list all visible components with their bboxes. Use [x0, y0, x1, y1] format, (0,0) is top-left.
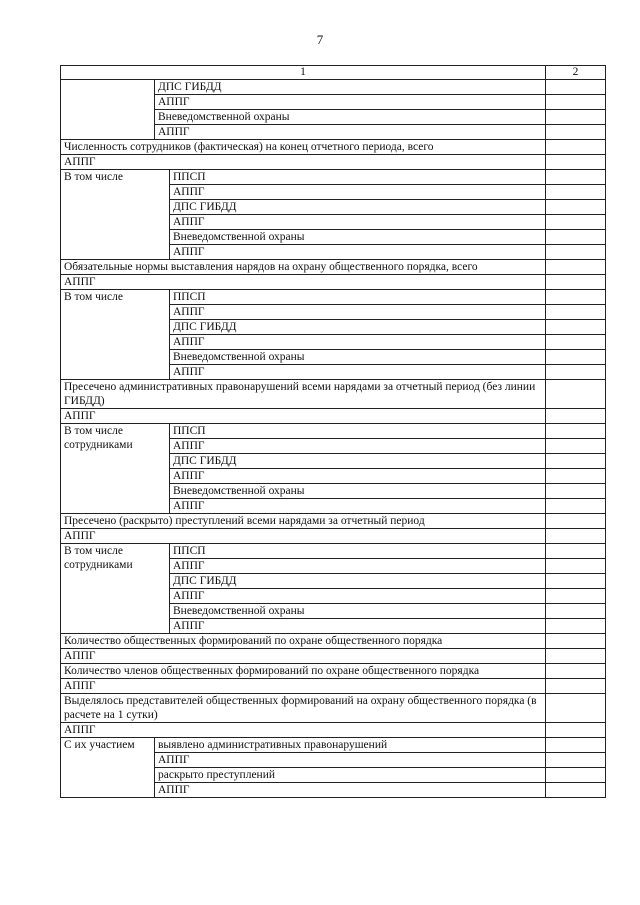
value-cell[interactable]	[546, 155, 606, 170]
row-label: Вневедомственной охраны	[170, 484, 546, 499]
group-label: В том числе сотрудниками	[61, 544, 170, 634]
header-col-1: 1	[61, 66, 546, 80]
row-label: ДПС ГИБДД	[155, 80, 546, 95]
value-cell[interactable]	[546, 365, 606, 380]
value-cell[interactable]	[546, 140, 606, 155]
value-cell[interactable]	[546, 469, 606, 484]
group-label: С их участием	[61, 738, 155, 798]
value-cell[interactable]	[546, 514, 606, 529]
section-title: Численность сотрудников (фактическая) на конец отчетного периода, всего	[61, 140, 546, 155]
group-label: В том числе сотрудниками	[61, 424, 170, 514]
row-label: АППГ	[170, 305, 546, 320]
value-cell[interactable]	[546, 185, 606, 200]
row-label: АППГ	[155, 753, 546, 768]
value-cell[interactable]	[546, 110, 606, 125]
report-table	[60, 65, 606, 798]
value-cell[interactable]	[546, 574, 606, 589]
row-label: АППГ	[170, 589, 546, 604]
section-title: Выделялось представителей общественных формирований на охрану общественного порядка (в расчете на 1 сутки)	[61, 694, 546, 723]
row-label: ДПС ГИБДД	[170, 320, 546, 335]
row-label: АППГ	[170, 365, 546, 380]
value-cell[interactable]	[546, 499, 606, 514]
value-cell[interactable]	[546, 170, 606, 185]
row-label: АППГ	[170, 469, 546, 484]
row-label: АППГ	[155, 783, 546, 798]
row-label: ППСП	[170, 424, 546, 439]
value-cell[interactable]	[546, 529, 606, 544]
value-cell[interactable]	[546, 320, 606, 335]
row-label: раскрыто преступлений	[155, 768, 546, 783]
group-label: В том числе	[61, 290, 170, 380]
row-label: АППГ	[170, 619, 546, 634]
value-cell[interactable]	[546, 200, 606, 215]
row-label: АППГ	[155, 95, 546, 110]
value-cell[interactable]	[546, 544, 606, 559]
value-cell[interactable]	[546, 335, 606, 350]
value-cell[interactable]	[546, 454, 606, 469]
value-cell[interactable]	[546, 649, 606, 664]
section-title: Количество общественных формирований по охране общественного порядка	[61, 634, 546, 649]
value-cell[interactable]	[546, 230, 606, 245]
row-label: АППГ	[170, 499, 546, 514]
value-cell[interactable]	[546, 738, 606, 753]
row-label: АППГ	[170, 439, 546, 454]
value-cell[interactable]	[546, 723, 606, 738]
value-cell[interactable]	[546, 768, 606, 783]
row-label: ППСП	[170, 290, 546, 305]
row-label: АППГ	[61, 723, 546, 738]
value-cell[interactable]	[546, 559, 606, 574]
row-label: Вневедомственной охраны	[170, 230, 546, 245]
header-col-2: 2	[546, 66, 606, 80]
value-cell[interactable]	[546, 95, 606, 110]
value-cell[interactable]	[546, 753, 606, 768]
value-cell[interactable]	[546, 409, 606, 424]
value-cell[interactable]	[546, 424, 606, 439]
value-cell[interactable]	[546, 783, 606, 798]
row-label: АППГ	[61, 275, 546, 290]
row-label: выявлено административных правонарушений	[155, 738, 546, 753]
value-cell[interactable]	[546, 350, 606, 365]
section-title: Пресечено административных правонарушений всеми нарядами за отчетный период (без линии ГИБДД)	[61, 380, 546, 409]
value-cell[interactable]	[546, 604, 606, 619]
value-cell[interactable]	[546, 305, 606, 320]
row-label: ДПС ГИБДД	[170, 200, 546, 215]
value-cell[interactable]	[546, 679, 606, 694]
value-cell[interactable]	[546, 634, 606, 649]
row-label: АППГ	[61, 409, 546, 424]
row-label: ППСП	[170, 170, 546, 185]
value-cell[interactable]	[546, 260, 606, 275]
row-label: Вневедомственной охраны	[155, 110, 546, 125]
row-label: АППГ	[61, 679, 546, 694]
value-cell[interactable]	[546, 380, 606, 409]
row-label: ДПС ГИБДД	[170, 454, 546, 469]
row-label: АППГ	[170, 335, 546, 350]
row-label: АППГ	[170, 245, 546, 260]
value-cell[interactable]	[546, 275, 606, 290]
row-label: ДПС ГИБДД	[170, 574, 546, 589]
group-label: В том числе	[61, 170, 170, 260]
row-label: Вневедомственной охраны	[170, 604, 546, 619]
value-cell[interactable]	[546, 664, 606, 679]
row-label: АППГ	[155, 125, 546, 140]
section-title: Пресечено (раскрыто) преступлений всеми нарядами за отчетный период	[61, 514, 546, 529]
row-label: АППГ	[61, 649, 546, 664]
row-label: АППГ	[170, 185, 546, 200]
value-cell[interactable]	[546, 484, 606, 499]
value-cell[interactable]	[546, 694, 606, 723]
value-cell[interactable]	[546, 290, 606, 305]
section-title: Обязательные нормы выставления нарядов на охрану общественного порядка, всего	[61, 260, 546, 275]
row-label: АППГ	[61, 155, 546, 170]
value-cell[interactable]	[546, 80, 606, 95]
page-number: 7	[316, 32, 324, 47]
value-cell[interactable]	[546, 619, 606, 634]
row-label: АППГ	[170, 215, 546, 230]
section-title: Количество членов общественных формирований по охране общественного порядка	[61, 664, 546, 679]
value-cell[interactable]	[546, 215, 606, 230]
value-cell[interactable]	[546, 589, 606, 604]
value-cell[interactable]	[546, 125, 606, 140]
value-cell[interactable]	[546, 439, 606, 454]
row-label: Вневедомственной охраны	[170, 350, 546, 365]
value-cell[interactable]	[546, 245, 606, 260]
row-label: ППСП	[170, 544, 546, 559]
row-label: АППГ	[170, 559, 546, 574]
row-label: АППГ	[61, 529, 546, 544]
